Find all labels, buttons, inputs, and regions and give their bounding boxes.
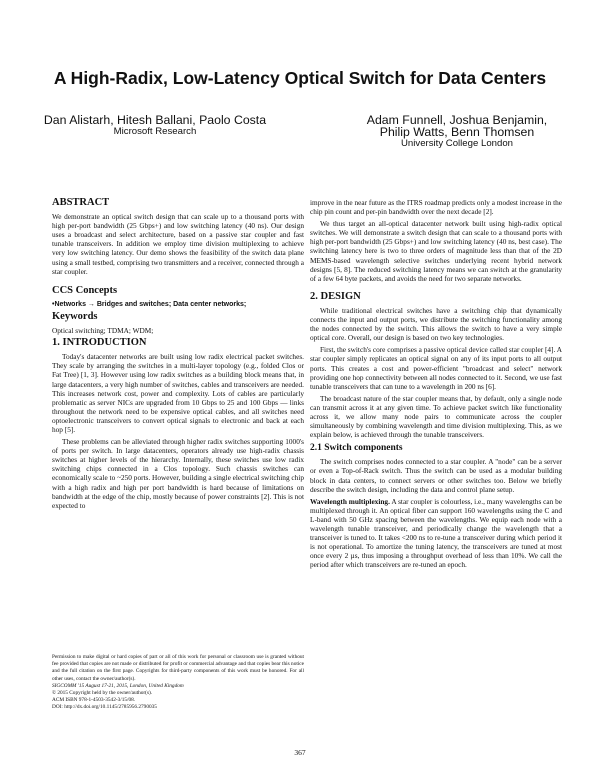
author-block-left <box>20 114 290 137</box>
author-affiliation: University College London <box>401 138 513 149</box>
body-paragraph: We thus target an all-optical datacenter network built using high-radix optical switches. We will demonstrate a switch design that can scale to a thousand ports with high per-port bandwidth (25 Gbps+) and low switching latency (40 ns, best case). The switching latency here is two to three orders of magnitude less than that of the 2D MEMS-based wavelength selective switches underlying recent hybrid network designs [5, 8]. The reduced switching latency means we can switch at the granularity of a few 64 byte packets, and avoids the need for two separate networks. <box>310 219 562 283</box>
permission-block <box>52 654 304 712</box>
author-block-right <box>322 114 592 149</box>
author-names: Adam Funnell, Joshua Benjamin, <box>366 113 548 127</box>
ccs-text: •Networks → Bridges and switches; Data center networks; <box>52 300 247 308</box>
abstract-text: We demonstrate an optical switch design that can scale up to a thousand ports with high per-port bandwidth (25 Gbps+) and low switching latency (40 ns). Our design uses a broadcast and select architecture, based on a passive star coupler and fast tunable transceivers. In addition we employ time division multiplexing to achieve very low switching latency. Our demo shows the feasibility of the switch data plane using a small testbed, comprising two transmitters and a receiver, connected through a star coupler. <box>52 212 304 276</box>
author-names: Dan Alistarh, Hitesh Ballani, Paolo Costa <box>43 113 267 127</box>
abstract-heading: ABSTRACT <box>52 197 110 208</box>
intro-heading: 1. INTRODUCTION <box>52 337 147 349</box>
author-affiliation: Microsoft Research <box>113 126 197 137</box>
intro-paragraph: Today's datacenter networks are built using low radix electrical packet switches. They scale by arranging the switches in a multi-layer topology (e.g., folded Clos or Fat Tree) [1, 3]. However using low radix switches as a building block means that, in large datacenters, a very high number of switches, cables and transceivers are needed. This increases network cost, power and complexity. Lots of cables are particularly problematic as server NICs are upgraded from 10 Gbps to 25 and 100 Gbps — links throughout the network need to be expensive optical cables, and all switches need optoelectronic transceivers to convert optical signals to electronic and back at each hop [5]. <box>52 352 304 434</box>
runin-heading: Wavelength multiplexing. <box>310 496 390 506</box>
ccs-heading: CCS Concepts <box>52 284 118 296</box>
keywords-heading: Keywords <box>52 310 98 322</box>
keywords-text: Optical switching; TDMA; WDM; <box>52 326 154 336</box>
body-paragraph: improve in the near future as the ITRS roadmap predicts only a modest increase in the chip pin count and per-pin bandwidth over the next decade [2]. <box>310 198 562 217</box>
isbn-line: ACM ISBN 978-1-4503-3542-3/15/08. <box>52 697 136 704</box>
subsection-heading: 2.1 Switch components <box>310 443 403 454</box>
body-paragraph <box>310 497 562 570</box>
author-names: Philip Watts, Benn Thomsen <box>379 125 535 139</box>
left-column <box>52 198 304 513</box>
intro-paragraph: These problems can be alleviated through higher radix switches supporting 1000's of ports per switch. In large datacenters, operators already use high-radix chassis switches at higher levels of the hierarchy. Internally, these switches use low radix switching chips connected in a Clos topology. Such chassis switches can economically scale to ~250 ports. However, building a single electrical switching chip with a high radix and high per port bandwidth is hard because of limitations on bandwidth at the edge of the chip, mostly because of power constraints [2]. This is not expected to <box>52 437 304 510</box>
conference-line: SIGCOMM '15 August 17-21, 2015, London, United Kingdom <box>52 682 184 689</box>
copyright-line: © 2015 Copyright held by the owner/author(s). <box>52 690 153 697</box>
page-number: 367 <box>294 748 306 757</box>
paper-title: A High-Radix, Low-Latency Optical Switch for Data Centers <box>53 68 547 88</box>
right-column <box>310 198 562 572</box>
design-heading: 2. DESIGN <box>310 290 361 302</box>
body-paragraph: First, the switch's core comprises a passive optical device called star coupler [4]. A star coupler simply replicates an optical signal on any of its input ports to all output ports. This creates a cost and power-efficient "broadcast and select" network providing one hop connectivity between all nodes connected to it. Second, we use fast tunable transceivers that can tune to a wavelength in 200 ns [6]. <box>310 345 562 391</box>
body-paragraph: While traditional electrical switches have a switching chip that dynamically connects the input and output ports, we distribute the switching functionality among the nodes connected by the switch. This allows the switch to have a very simple optical core. Overall, our design is based on two key technologies. <box>310 305 562 343</box>
doi-line: DOI: http://dx.doi.org/10.1145/2785956.2790035 <box>52 704 157 711</box>
wavelength-text: A star coupler is colourless, i.e., many wavelengths can be multiplexed through it. An optical fiber can support 160 wavelengths using the C and L-band with 50 GHz spacing between the wavelengths. We equip each node with a wavelength tunable transceiver, and periodically change the wavelength that a transceiver is tuned to. It takes <200 ns to re-tune a transceiver during which period it is not operational. To amortize the tuning latency, the transceivers are tuned at most once every 2 µs, thus imposing a throughput overhead of less than 10%. We call the period after which transceivers are re-tuned an epoch. <box>310 496 563 570</box>
body-paragraph: The broadcast nature of the star coupler means that, by default, only a single node can transmit across it at any given time. To achieve packet switch like functionality across it, we allow many node pairs to communicate across the coupler simultaneously by combining wavelength and time division multiplexing. This, as we explain below, is achieved through the tunable transceivers. <box>310 393 562 440</box>
permission-text: Permission to make digital or hard copies of part or all of this work for personal or classroom use is granted without fee provided that copies are not made or distributed for profit or commercial advantage and that copies bear this notice and the full citation on the first page. Copyrights for third-party components of this work must be honored. For all other uses, contact the owner/author(s). <box>52 654 304 682</box>
body-paragraph: The switch comprises nodes connected to a star coupler. A "node" can be a server or even a Top-of-Rack switch. Thus the switch can be used as a modular building block in data centers, to connect servers or other switches too. Below we briefly describe the switch design, including the data and control plane setup. <box>310 457 562 494</box>
